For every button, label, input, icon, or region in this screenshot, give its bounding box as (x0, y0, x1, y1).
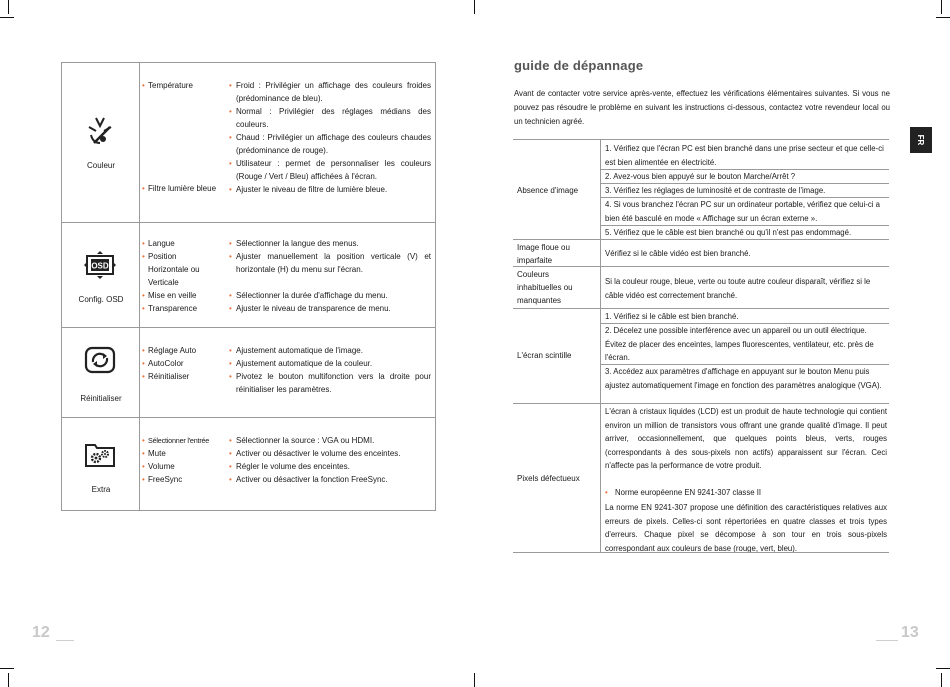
reset-icon (83, 345, 117, 377)
menu-description: • Ajustement automatique de la couleur. (229, 357, 431, 370)
solution-text: 2. Décelez une possible interférence avec un appareil ou un outil électrique. Évitez de placer des enceintes, lampes fluorescentes, ventilateur, etc. près de l'écran. (605, 326, 874, 362)
troubleshoot-row-scintille (513, 308, 889, 403)
menu-description: • Ajuster le niveau de transparence de menu. (229, 302, 431, 315)
menu-description: • Ajuster le niveau de filtre de lumière bleue. (229, 183, 431, 196)
crop-mark (0, 668, 14, 669)
solution-text: 3. Accédez aux paramètres d'affichage en appuyant sur le bouton Menu puis ajustez automatiquement l'image en fonction des paramètres analogique (VGA). (605, 367, 882, 390)
page-number-rule (876, 640, 898, 641)
intro-paragraph: Avant de contacter votre service après-vente, effectuez les vérifications élémentaires suivantes. Si vous ne pouvez pas résoudre le problème en suivant les instructions ci-dessous, contactez votre revendeur local ou un technicien agréé. (514, 89, 890, 126)
table-row-reinitialiser (62, 328, 435, 418)
solution-text: L'écran à cristaux liquides (LCD) est un produit de haute technologie qui contient environ un million de transistors vous offrant une grande qualité d'image. Il peut arriver, occasionnellement, que quelques points bleus, verts, rouges (correspondants à des sous-pixels non actifs) apparaissent sur l'écran. Ceci n'affecte pas la performance de votre produit. (605, 407, 887, 470)
troubleshoot-row-absence-image (513, 139, 889, 239)
problem-label: L'écran scintille (517, 351, 572, 360)
bullet-icon: • (605, 488, 608, 497)
menu-item: • Mise en veille (142, 289, 228, 302)
page-number-left: 12 (32, 624, 50, 641)
table-row-extra (62, 418, 435, 511)
solution-text: 2. Avez-vous bien appuyé sur le bouton Marche/Arrêt ? (605, 172, 796, 181)
solution-text: 1. Vérifiez si le câble est bien branché. (605, 312, 739, 321)
menu-item: • Température (142, 79, 228, 92)
menu-item: • Position Horizontale ou Verticale (142, 250, 212, 289)
menu-item: • Volume (142, 460, 228, 473)
menu-item: • Transparence (142, 302, 228, 315)
osd-icon-text: OSD (91, 261, 109, 271)
page-number-rule (56, 640, 74, 641)
category-label: Réinitialiser (80, 394, 122, 403)
troubleshoot-row-pixels (513, 403, 889, 552)
menu-item: • Sélectionner l'entrée (142, 434, 228, 447)
solution-text: Vérifiez si le câble vidéo est bien branché. (605, 249, 751, 258)
color-temperature-icon (83, 113, 117, 145)
troubleshoot-row-couleurs (513, 266, 889, 308)
page-title: guide de dépannage (514, 58, 644, 73)
language-tab: FR (910, 127, 932, 153)
menu-item: • AutoColor (142, 357, 228, 370)
crop-mark (941, 673, 942, 687)
menu-description: • Normal : Privilégier des réglages médians des couleurs. (229, 105, 431, 131)
menu-description: • Utilisateur : permet de personnaliser les couleurs (Rouge / Vert / Bleu) affichées à l'écran. (229, 157, 431, 183)
icon-cell (62, 63, 140, 222)
table-row-couleur (62, 63, 435, 223)
menu-description: • Froid : Privilégier un affichage des couleurs froides (prédominance de bleu). (229, 79, 431, 105)
settings-folder-icon (83, 440, 117, 472)
icon-cell (62, 223, 140, 327)
crop-mark (474, 673, 475, 687)
norm-heading: • Norme européenne EN 9241-307 classe II (605, 486, 887, 500)
menu-description: • Sélectionner la source : VGA ou HDMI. (229, 434, 431, 447)
page-number-right: 13 (901, 624, 919, 641)
category-label: Extra (91, 485, 111, 494)
menu-description: • Ajustement automatique de l'image. (229, 344, 431, 357)
solution-text: 5. Vérifiez que le câble est bien branché ou qu'il n'est pas endommagé. (605, 228, 852, 237)
menu-description: • Activer ou désactiver la fonction FreeSync. (229, 473, 431, 486)
menu-description: • Régler le volume des enceintes. (229, 460, 431, 473)
icon-cell (62, 418, 140, 511)
table-row-config-osd (62, 223, 435, 328)
solution-text: 3. Vérifiez les réglages de luminosité et de contraste de l'image. (605, 186, 826, 195)
problem-label: Pixels défectueux (517, 474, 580, 483)
crop-mark (474, 0, 475, 14)
troubleshooting-table (513, 139, 889, 552)
menu-description: • Pivotez le bouton multifonction vers la droite pour réinitialiser les paramètres. (229, 370, 431, 396)
solution-text: 1. Vérifiez que l'écran PC est bien branché dans une prise secteur et que celle-ci est bien alimentée en électricité. (605, 144, 884, 167)
osd-icon (83, 250, 117, 282)
menu-item: • Mute (142, 447, 228, 460)
osd-menu-table (61, 62, 436, 511)
crop-mark (8, 0, 9, 14)
menu-description: • Sélectionner la langue des menus. (229, 237, 431, 250)
solution-text: Si la couleur rouge, bleue, verte ou toute autre couleur disparaît, vérifiez si le câble vidéo est correctement branché. (605, 277, 871, 300)
crop-mark (8, 673, 9, 687)
menu-item: • FreeSync (142, 473, 228, 486)
crop-mark (941, 0, 942, 14)
solution-text: 4. Si vous branchez l'écran PC sur un ordinateur portable, vérifiez que celui-ci a bien été basculé en mode « Affichage sur un écran externe ». (605, 200, 880, 223)
crop-mark (936, 668, 950, 669)
category-label: Couleur (86, 161, 115, 170)
menu-description: • Sélectionner la durée d'affichage du menu. (229, 289, 431, 302)
troubleshoot-row-image-floue (513, 239, 889, 266)
menu-description: • Activer ou désactiver le volume des enceintes. (229, 447, 431, 460)
menu-item: • Réglage Auto (142, 344, 228, 357)
crop-mark (936, 17, 950, 18)
menu-item: • Réinitialiser (142, 370, 228, 383)
solution-text: La norme EN 9241-307 propose une définition des caractéristiques relatives aux erreurs de pixels. Celles-ci sont répertoriées en quatre classes et trois types d'erreurs. Chaque pixel se décompose à son tour en trois sous-pixels correspondant aux couleurs de base (rouge, vert, bleu). (605, 503, 887, 553)
icon-cell (62, 328, 140, 417)
table-bottom-border (513, 552, 889, 553)
problem-label: Image floue ou imparfaite (517, 243, 570, 265)
menu-item: • Langue (142, 237, 228, 250)
category-label: Config. OSD (78, 295, 124, 304)
problem-label: Absence d'image (517, 186, 579, 195)
problem-label: Couleurs inhabituelles ou manquantes (517, 270, 573, 305)
menu-description: • Chaud : Privilégier un affichage des couleurs chaudes (prédominance de rouge). (229, 131, 431, 157)
menu-item: • Filtre lumière bleue (142, 182, 228, 195)
menu-description: • Ajuster manuellement la position verticale (V) et horizontale (H) du menu sur l'écran. (229, 250, 431, 276)
crop-mark (0, 17, 14, 18)
